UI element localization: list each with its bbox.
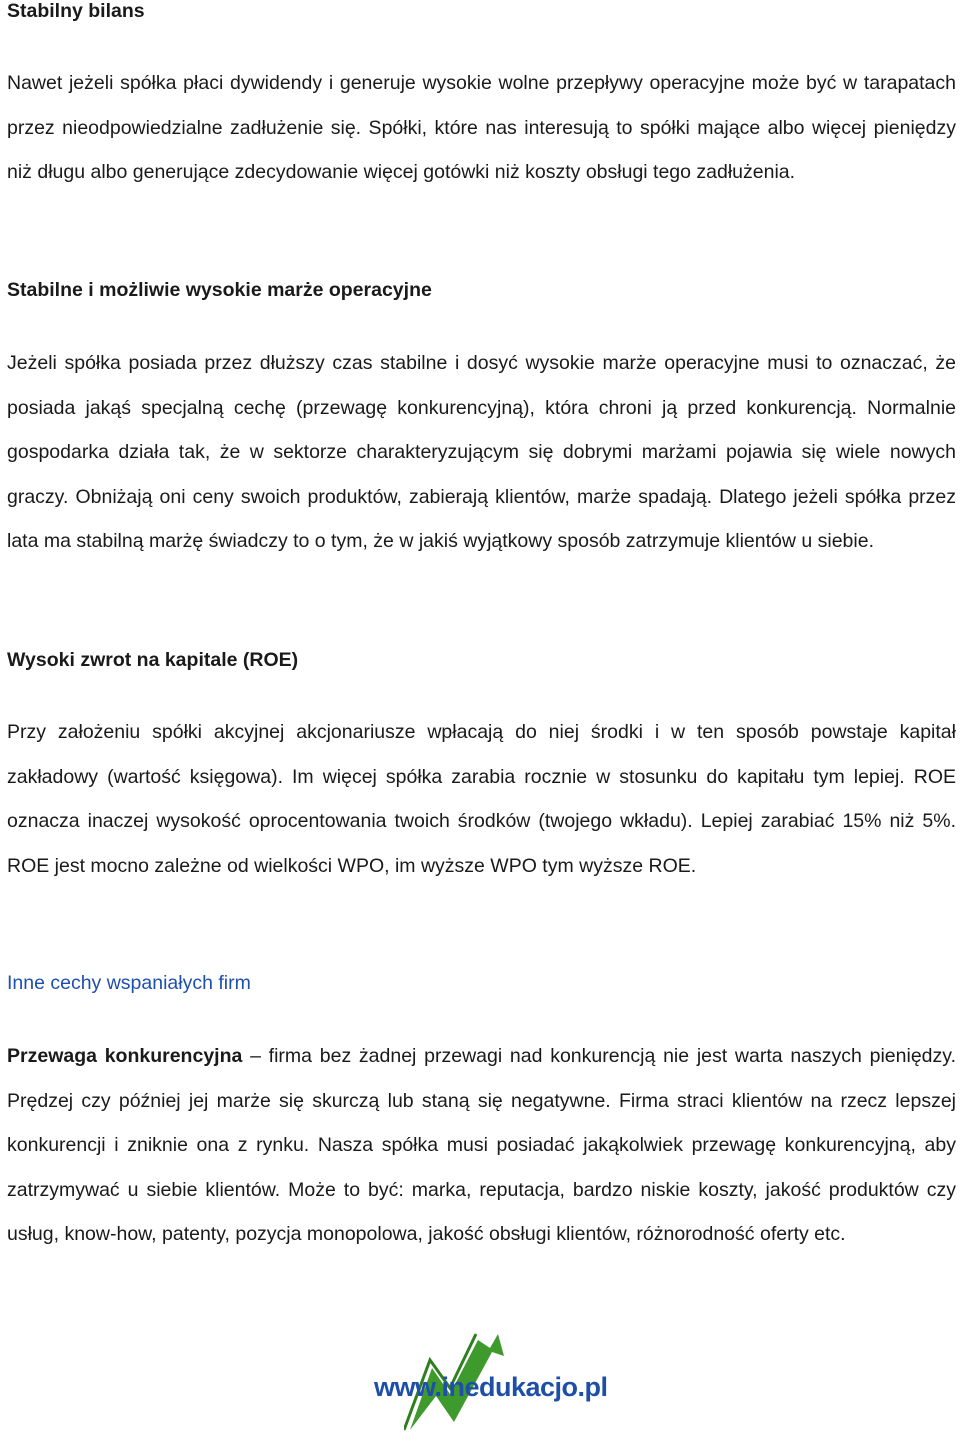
logo-text: www.inedukacjo.pl [374,1372,608,1402]
paragraph-przewaga-konkurencyjna [7,1034,956,1257]
paragraph-stabilny-bilans: Nawet jeżeli spółka płaci dywidendy i generuje wysokie wolne przepływy operacyjne może być w tarapatach przez nieodpowiedzialne zadłużenie się. Spółki, które nas interesują to spółki mające albo więcej pieniędzy niż długu albo generujące zdecydowanie więcej gotówki niż koszty obsługi tego zadłużenia. [7,72,956,183]
site-logo [374,1330,608,1434]
paragraph-lead-bold: Przewaga konkurencyjna [7,1045,243,1067]
heading-inne-cechy: Inne cechy wspaniałych firm [7,972,251,994]
paragraph-body: – firma bez żadnej przewagi nad konkurencją nie jest warta naszych pieniędzy. Prędzej czy później jej marże się skurczą lub staną się negatywne. Firma straci klientów na rzecz lepszej konkurencji i zniknie ona z rynku. Nasza spółka musi posiadać jakąkolwiek przewagę konkurencyjną, aby zatrzymywać u siebie klientów. Może to być: marka, reputacja, bardzo niskie koszty, jakość produktów czy usług, know-how, patenty, pozycja monopolowa, jakość obsługi klientów, różnorodność oferty etc. [7,1045,956,1245]
heading-marze-operacyjne: Stabilne i możliwie wysokie marże operacyjne [7,279,432,301]
heading-stabilny-bilans: Stabilny bilans [7,0,145,22]
heading-roe: Wysoki zwrot na kapitale (ROE) [7,649,299,671]
paragraph-roe: Przy założeniu spółki akcyjnej akcjonariusze wpłacają do niej środki i w ten sposób powstaje kapitał zakładowy (wartość księgowa). Im więcej spółka zarabia rocznie w stosunku do kapitału tym lepiej. ROE oznacza inaczej wysokość oprocentowania twoich środków (twojego wkładu). Lepiej zarabiać 15% niż 5%. ROE jest mocno zależne od wielkości WPO, im wyższe WPO tym wyższe ROE. [7,721,956,877]
paragraph-marze-operacyjne: Jeżeli spółka posiada przez dłuższy czas stabilne i dosyć wysokie marże operacyjne musi to oznaczać, że posiada jakąś specjalną cechę (przewagę konkurencyjną), która chroni ją przed konkurencją. Normalnie gospodarka działa tak, że w sektorze charakteryzującym się dobrymi marżami pojawia się wiele nowych graczy. Obniżają oni ceny swoich produktów, zabierają klientów, marże spadają. Dlatego jeżeli spółka przez lata ma stabilną marżę świadczy to o tym, że w jakiś wyjątkowy sposób zatrzymuje klientów u siebie. [7,352,956,552]
